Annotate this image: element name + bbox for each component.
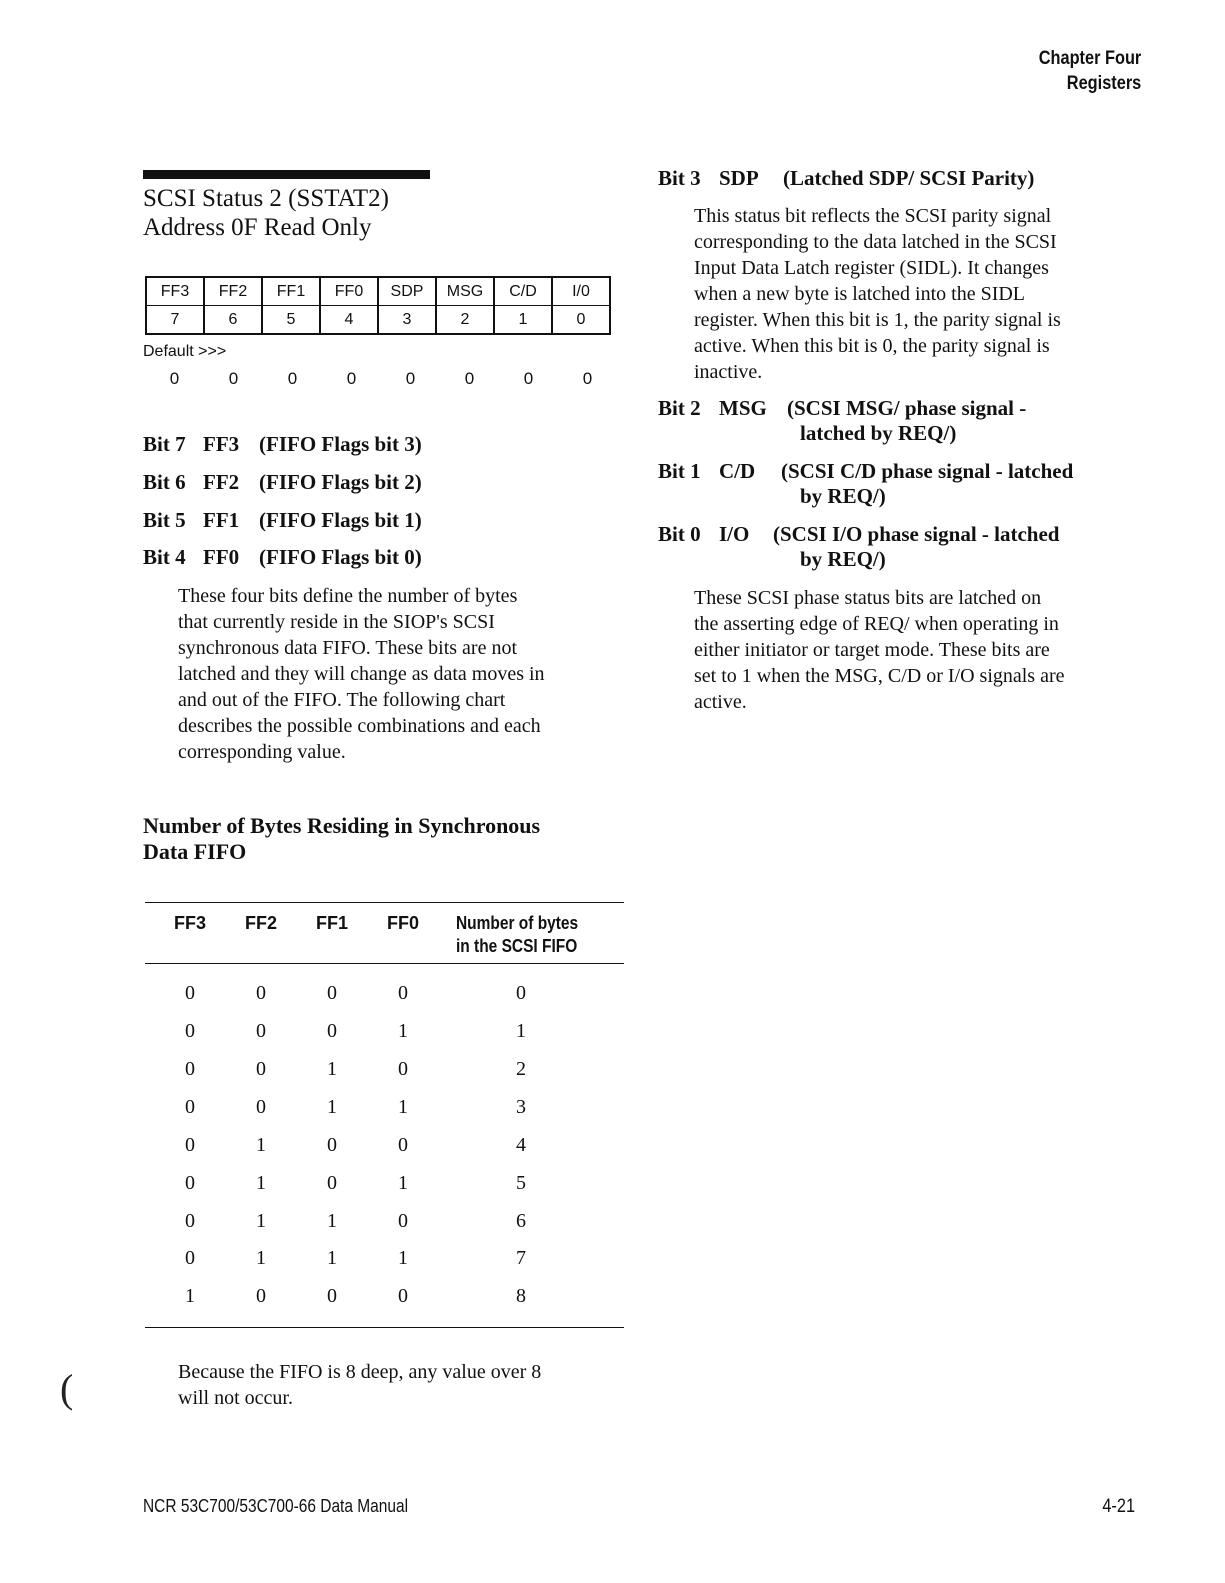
chapter-label: Chapter Four [1038, 48, 1141, 69]
bit-number-cell: 5 [262, 306, 320, 335]
default-value: 0 [405, 369, 416, 388]
table-cell: 0 [327, 1172, 337, 1194]
table-cell: 5 [516, 1172, 526, 1194]
bit-desc: (FIFO Flags bit 2) [259, 470, 422, 494]
para-line: This status bit reflects the SCSI parity signal [694, 205, 1052, 227]
table-cell: 0 [398, 1134, 408, 1156]
table-cell: 1 [398, 1020, 408, 1042]
bit-number-cell: 4 [320, 306, 378, 335]
bytes-table-title-line: Data FIFO [143, 839, 247, 864]
note-line: Because the FIFO is 8 deep, any value over 8 [178, 1361, 542, 1383]
para-line: either initiator or target mode. These bits are [694, 639, 1050, 661]
table-row [145, 1020, 624, 1058]
table-cell: 0 [256, 1058, 266, 1080]
para-line: describes the possible combinations and each [178, 715, 541, 737]
table-cell: 4 [516, 1134, 526, 1156]
default-value: 0 [228, 369, 239, 388]
table-cell: 6 [516, 1210, 526, 1232]
para-line: latched and they will change as data moves in [178, 663, 545, 685]
phase-bits-description [694, 585, 1154, 715]
default-values [145, 369, 617, 389]
bit-name-cell: C/D [494, 277, 552, 306]
binding-mark: ( [60, 1366, 74, 1411]
register-bit-grid [145, 276, 611, 335]
table-row [145, 1172, 624, 1210]
bit-heading-1 [658, 459, 1073, 509]
table-cell: 0 [327, 1020, 337, 1042]
table-cell: 0 [398, 1058, 408, 1080]
table-row [145, 1058, 624, 1096]
default-value: 0 [523, 369, 534, 388]
bit-number-cell: 6 [204, 306, 262, 335]
table-cell: 1 [256, 1134, 266, 1156]
table-cell: 1 [398, 1247, 408, 1269]
default-value: 0 [464, 369, 475, 388]
bit-name-cell: FF0 [320, 277, 378, 306]
bit-label: Bit 6 [143, 470, 186, 494]
table-row [145, 1134, 624, 1172]
bit-name-row [146, 277, 610, 306]
table-cell: 1 [327, 1058, 337, 1080]
footer-manual-title: NCR 53C700/53C700-66 Data Manual [143, 1496, 409, 1516]
default-value: 0 [582, 369, 593, 388]
default-label: Default >>> [143, 343, 227, 360]
table-top-rule [145, 902, 624, 903]
bit-desc-cont: by REQ/) [800, 547, 886, 571]
table-cell: 1 [516, 1020, 526, 1042]
bit-heading-3 [658, 166, 1034, 191]
register-title-name: SCSI Status 2 (SSTAT2) [143, 185, 389, 212]
table-cell: 0 [327, 1134, 337, 1156]
bit-name-cell: I/0 [552, 277, 610, 306]
bit-number-cell: 3 [378, 306, 436, 335]
bit-desc: (SCSI C/D phase signal - latched [781, 459, 1074, 483]
table-cell: 1 [327, 1210, 337, 1232]
section-label: Registers [1066, 73, 1141, 94]
bit-name-cell: SDP [378, 277, 436, 306]
bit-number-row [146, 306, 610, 335]
table-cell: 1 [398, 1096, 408, 1118]
para-line: active. [694, 691, 747, 713]
sdp-description [694, 203, 1154, 385]
bit-heading-7 [143, 432, 422, 457]
table-cell: 0 [256, 1020, 266, 1042]
col-header-ff1: FF1 [315, 913, 348, 933]
table-cell: 1 [256, 1172, 266, 1194]
bit-desc: (FIFO Flags bit 0) [259, 545, 422, 569]
table-cell: 0 [398, 1285, 408, 1307]
bit-label: Bit 1 [658, 459, 701, 483]
table-cell: 0 [185, 982, 195, 1004]
table-cell: 0 [256, 982, 266, 1004]
table-cell: 0 [185, 1247, 195, 1269]
register-title [143, 184, 389, 242]
table-row [145, 1285, 624, 1323]
bit-field: FF2 [203, 470, 240, 494]
table-cell: 1 [327, 1096, 337, 1118]
title-rule [143, 170, 430, 179]
bit-field: C/D [719, 459, 756, 483]
para-line: register. When this bit is 1, the parity signal is [694, 309, 1061, 331]
para-line: when a new byte is latched into the SIDL [694, 283, 1026, 305]
table-cell: 0 [398, 982, 408, 1004]
register-title-address: Address 0F Read Only [143, 214, 372, 241]
bit-number-cell: 0 [552, 306, 610, 335]
bit-heading-4 [143, 545, 422, 570]
bit-heading-5 [143, 508, 422, 533]
para-line: corresponding value. [178, 741, 346, 763]
table-cell: 0 [516, 982, 526, 1004]
page-number: 4-21 [1102, 1496, 1135, 1517]
bit-label: Bit 0 [658, 522, 701, 546]
para-line: These SCSI phase status bits are latched on [694, 587, 1042, 609]
bit-heading-6 [143, 470, 422, 495]
bytes-table-title [143, 813, 540, 865]
table-cell: 7 [516, 1247, 526, 1269]
table-row [145, 982, 624, 1020]
para-line: set to 1 when the MSG, C/D or I/O signals are [694, 665, 1065, 687]
para-line: that currently reside in the SIOP's SCSI [178, 611, 495, 633]
running-header [1038, 46, 1141, 96]
table-cell: 1 [327, 1247, 337, 1269]
bit-number-cell: 1 [494, 306, 552, 335]
para-line: These four bits define the number of bytes [178, 585, 518, 607]
bit-desc: (FIFO Flags bit 3) [259, 432, 422, 456]
bit-desc: (Latched SDP/ SCSI Parity) [783, 166, 1035, 190]
para-line: Input Data Latch register (SIDL). It changes [694, 257, 1049, 279]
table-cell: 1 [398, 1172, 408, 1194]
table-cell: 2 [516, 1058, 526, 1080]
bit-label: Bit 3 [658, 166, 701, 190]
bit-label: Bit 5 [143, 508, 186, 532]
col-header-count [456, 912, 578, 958]
table-cell: 0 [185, 1210, 195, 1232]
table-cell: 0 [327, 1285, 337, 1307]
bit-desc-cont: latched by REQ/) [800, 421, 957, 445]
bit-label: Bit 4 [143, 545, 186, 569]
bit-field: FF0 [203, 545, 240, 569]
bit-number-cell: 2 [436, 306, 494, 335]
table-cell: 1 [256, 1210, 266, 1232]
table-cell: 0 [256, 1096, 266, 1118]
bit-name-cell: FF2 [204, 277, 262, 306]
table-cell: 0 [185, 1096, 195, 1118]
fifo-flags-description [178, 583, 618, 765]
default-value: 0 [346, 369, 357, 388]
default-value: 0 [169, 369, 180, 388]
bit-field: SDP [719, 166, 759, 190]
para-line: inactive. [694, 361, 763, 383]
col-header-count-line: Number of bytes [456, 913, 579, 933]
table-cell: 0 [185, 1172, 195, 1194]
bit-label: Bit 7 [143, 432, 186, 456]
table-cell: 0 [398, 1210, 408, 1232]
table-cell: 0 [327, 982, 337, 1004]
note-line: will not occur. [178, 1387, 293, 1409]
table-row [145, 1210, 624, 1248]
bit-label: Bit 2 [658, 396, 701, 420]
bit-name-cell: MSG [436, 277, 494, 306]
bit-number-cell: 7 [146, 306, 204, 335]
table-cell: 0 [185, 1020, 195, 1042]
bit-field: FF3 [203, 432, 240, 456]
table-cell: 1 [256, 1247, 266, 1269]
bit-field: I/O [719, 522, 750, 546]
bit-desc: (SCSI I/O phase signal - latched [773, 522, 1060, 546]
col-header-ff3: FF3 [173, 913, 206, 933]
table-cell: 3 [516, 1096, 526, 1118]
bit-heading-0 [658, 522, 1059, 572]
table-cell: 0 [185, 1134, 195, 1156]
para-line: active. When this bit is 0, the parity signal is [694, 335, 1050, 357]
table-cell: 0 [256, 1285, 266, 1307]
table-row [145, 1247, 624, 1285]
para-line: synchronous data FIFO. These bits are not [178, 637, 518, 659]
bit-heading-2 [658, 396, 1026, 446]
table-header-rule [145, 963, 624, 964]
table-cell: 0 [185, 1058, 195, 1080]
bit-field: MSG [719, 396, 767, 420]
para-line: and out of the FIFO. The following chart [178, 689, 506, 711]
bit-field: FF1 [203, 508, 240, 532]
para-line: the asserting edge of REQ/ when operating in [694, 613, 1059, 635]
bit-name-cell: FF1 [262, 277, 320, 306]
table-row [145, 1096, 624, 1134]
col-header-ff2: FF2 [244, 913, 277, 933]
default-value: 0 [287, 369, 298, 388]
table-cell: 1 [185, 1285, 195, 1307]
fifo-depth-note [178, 1359, 628, 1411]
para-line: corresponding to the data latched in the SCSI [694, 231, 1057, 253]
table-cell: 8 [516, 1285, 526, 1307]
table-bottom-rule [145, 1327, 624, 1328]
col-header-ff0: FF0 [386, 913, 419, 933]
bit-name-cell: FF3 [146, 277, 204, 306]
bit-desc: (SCSI MSG/ phase signal - [787, 396, 1027, 420]
col-header-count-line: in the SCSI FIFO [456, 936, 578, 956]
bytes-table-title-line: Number of Bytes Residing in Synchronous [143, 813, 541, 838]
bit-desc: (FIFO Flags bit 1) [259, 508, 422, 532]
bit-desc-cont: by REQ/) [800, 484, 886, 508]
